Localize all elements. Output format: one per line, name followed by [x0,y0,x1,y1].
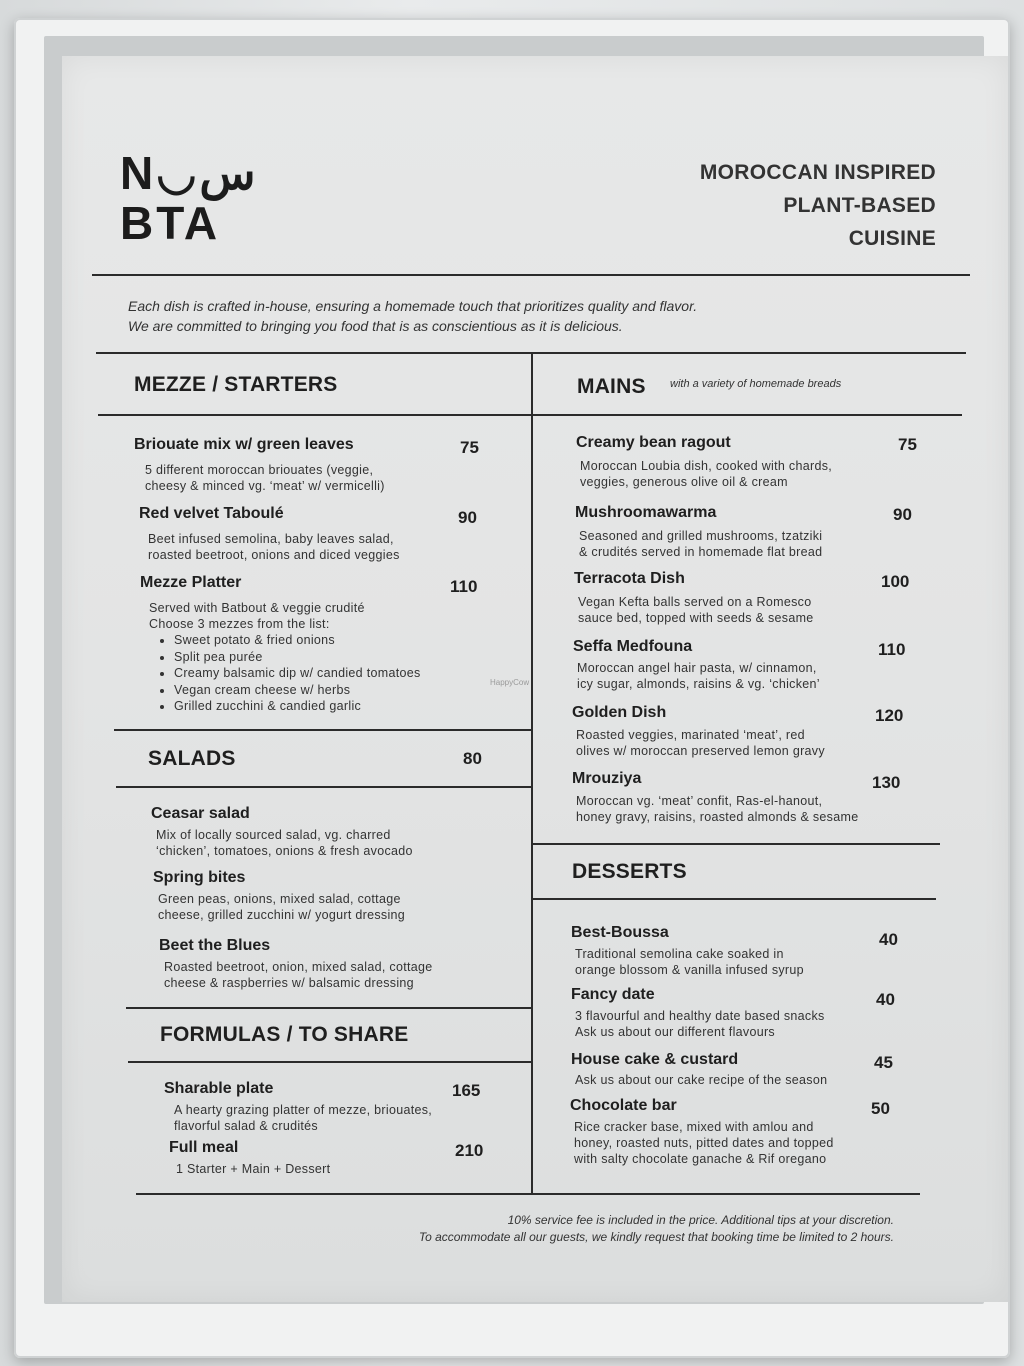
item-name: Beet the Blues [159,937,271,954]
list-item: • Sweet potato & fried onions [174,632,421,649]
item-name: Red velvet Taboulé [139,505,284,522]
description-line: Served with Batbout & veggie crudité [149,601,365,615]
footer-line: 10% service fee is included in the price. Additional tips at your discretion. [507,1213,894,1227]
watermark-text: HappyCow [490,678,530,687]
item-price: 50 [871,1099,890,1118]
description-line: A hearty grazing platter of mezze, briouates, [174,1103,433,1117]
item-price: 130 [872,773,901,792]
item-description [579,528,822,560]
divider-salads-bottom [116,786,532,788]
list-item: • Split pea purée [174,649,421,666]
item-price: 90 [458,508,477,527]
item-description [158,891,405,923]
section-title-mezze: MEZZE / STARTERS [134,373,338,396]
tagline-line: MOROCCAN INSPIRED [699,161,936,184]
intro-line: Each dish is crafted in-house, ensuring a homemade touch that prioritizes quality and flavor. [128,298,698,314]
divider-desserts-top [532,843,940,845]
section-title-salads: SALADS [148,747,236,770]
section-title-mains: MAINS [577,375,646,398]
description-line: Mix of locally sourced salad, vg. charred [156,828,391,842]
description-line: orange blossom & vanilla infused syrup [575,963,804,977]
description-line: Beet infused semolina, baby leaves salad, [148,532,394,546]
item-description [576,727,825,759]
item-price: 45 [874,1053,893,1072]
item-description [578,594,814,626]
item-name: Chocolate bar [570,1097,677,1114]
description-line: 5 different moroccan briouates (veggie, [145,463,374,477]
item-name: Fancy date [571,986,655,1003]
item-price: 75 [898,435,917,454]
description-line: with salty chocolate ganache & Rif oregano [574,1152,827,1166]
description-line: Ask us about our cake recipe of the season [575,1073,828,1087]
mains-note: with a variety of homemade breads [670,378,842,390]
restaurant-logo [120,148,256,248]
item-description [575,946,804,978]
intro-line: We are committed to bringing you food that is as conscientious as it is delicious. [128,318,623,334]
item-name: Seffa Medfouna [573,638,693,655]
description-line: Ask us about our different flavours [575,1025,775,1039]
description-line: Moroccan Loubia dish, cooked with chards, [580,459,833,473]
divider-bottom [136,1193,920,1195]
description-line: cheese, grilled zucchini w/ yogurt dressing [158,908,406,922]
section-title-formulas: FORMULAS / TO SHARE [160,1023,409,1046]
description-line: Choose 3 mezzes from the list: [149,617,330,631]
section-price-salads: 80 [463,749,482,768]
description-line: olives w/ moroccan preserved lemon gravy [576,744,825,758]
item-name: Mrouziya [572,770,642,787]
item-price: 40 [876,990,895,1009]
description-line: veggies, generous olive oil & cream [580,475,788,489]
item-price: 120 [875,706,904,725]
list-item: • Vegan cream cheese w/ herbs [174,682,421,699]
item-price: 210 [455,1141,484,1160]
item-description [149,600,365,632]
item-name: Full meal [169,1139,239,1156]
description-line: roasted beetroot, onions and diced veggies [148,548,400,562]
item-description [577,660,820,692]
item-name: Mezze Platter [140,574,242,591]
item-description [145,462,385,494]
description-line: ‘chicken’, tomatoes, onions & fresh avocado [156,844,413,858]
item-description [174,1102,432,1134]
item-description [574,1119,834,1167]
description-line: cheese & raspberries w/ balsamic dressing [164,976,414,990]
description-line: Vegan Kefta balls served on a Romesco [578,595,812,609]
item-description [575,1072,827,1088]
item-price: 110 [450,577,478,596]
item-name: Mushroomawarma [575,504,717,521]
footer-note [419,1212,894,1246]
description-line: & crudités served in homemade flat bread [579,545,823,559]
item-name: Best-Boussa [571,924,669,941]
item-description [156,827,413,859]
item-price: 90 [893,505,912,524]
logo-line-1: N◡س [120,147,256,199]
description-line: icy sugar, almonds, raisins & vg. ‘chicken’ [577,677,820,691]
description-line: Moroccan vg. ‘meat’ confit, Ras-el-hanout, [576,794,823,808]
item-price: 75 [460,438,479,457]
description-line: sauce bed, topped with seeds & sesame [578,611,814,625]
description-line: flavorful salad & crudités [174,1119,318,1133]
item-description [575,1008,825,1040]
column-divider [531,354,533,1194]
divider-desserts-bottom [532,898,936,900]
list-item: • Creamy balsamic dip w/ candied tomatoes [174,665,421,682]
item-description [164,959,433,991]
description-line: Traditional semolina cake soaked in [575,947,784,961]
description-line: Rice cracker base, mixed with amlou and [574,1120,814,1134]
section-title-desserts: DESSERTS [572,860,687,883]
item-name: Briouate mix w/ green leaves [134,436,354,453]
list-item: • Grilled zucchini & candied garlic [174,698,421,715]
description-line: honey, roasted nuts, pitted dates and topped [574,1136,834,1150]
logo-line-2: BTA [120,197,221,249]
item-description [576,793,858,825]
description-line: 1 Starter + Main + Dessert [176,1162,331,1176]
item-price: 40 [879,930,898,949]
tagline [700,156,936,255]
divider-header-bottom [98,414,962,416]
mezze-options-list [150,632,421,715]
tagline-line: CUISINE [848,227,936,250]
description-line: 3 flavourful and healthy date based snacks [575,1009,825,1023]
item-description [176,1161,330,1177]
divider-formulas-bottom [128,1061,532,1063]
item-name: Spring bites [153,869,246,886]
description-line: Moroccan angel hair pasta, w/ cinnamon, [577,661,817,675]
item-description [580,458,832,490]
description-line: Seasoned and grilled mushrooms, tzatziki [579,529,823,543]
item-description [148,531,400,563]
item-name: House cake & custard [571,1051,739,1068]
item-price: 110 [878,640,906,659]
item-price: 100 [881,572,910,591]
intro-text [128,296,697,336]
description-line: Green peas, onions, mixed salad, cottage [158,892,401,906]
item-name: Sharable plate [164,1080,274,1097]
item-name: Terracota Dish [574,570,685,587]
divider-formulas-top [126,1007,532,1009]
divider-salads-top [114,729,532,731]
footer-line: To accommodate all our guests, we kindly request that booking time be limited to 2 hours. [418,1230,894,1244]
item-price: 165 [452,1081,481,1100]
item-name: Ceasar salad [151,805,250,822]
description-line: honey gravy, raisins, roasted almonds & sesame [576,810,859,824]
description-line: Roasted veggies, marinated ‘meat’, red [576,728,805,742]
item-name: Golden Dish [572,704,667,721]
tagline-line: PLANT-BASED [783,194,936,217]
description-line: Roasted beetroot, onion, mixed salad, cottage [164,960,433,974]
divider-top [92,274,970,276]
description-line: cheesy & minced vg. ‘meat’ w/ vermicelli) [145,479,385,493]
item-name: Creamy bean ragout [576,434,731,451]
